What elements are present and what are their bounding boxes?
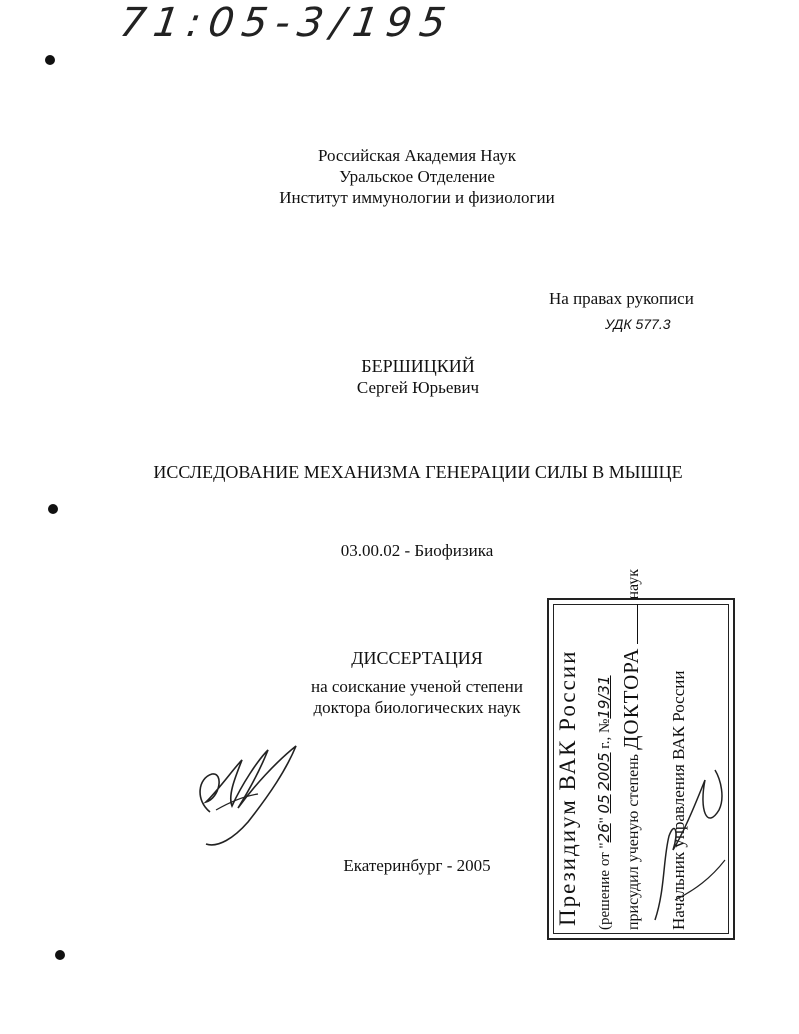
stamp-decision-month: 05 — [595, 794, 613, 814]
stamp-head-line: Начальник управления ВАК России — [669, 670, 688, 930]
institute-name: Институт иммунологии и физиологии — [279, 188, 555, 207]
vak-stamp — [547, 568, 735, 940]
udc-code: УДК 577.3 — [605, 316, 671, 332]
specialty-code: 03.00.02 - Биофизика — [340, 541, 494, 560]
manuscript-rights: На правах рукописи — [549, 289, 694, 308]
branch-name: Уральское Отделение — [339, 167, 495, 186]
punch-mark-top — [45, 55, 55, 65]
punch-mark-middle — [48, 504, 58, 514]
author-block — [300, 356, 536, 398]
stamp-decision-day: 26 — [595, 823, 613, 843]
author-name: Сергей Юрьевич — [356, 378, 480, 397]
degree-line-2: доктора биологических наук — [313, 698, 521, 717]
handwritten-catalog-number: 71:05-3/195 — [116, 0, 457, 46]
stamp-degree: ДОКТОРА — [619, 647, 643, 750]
degree-line-1: на соискание ученой степени — [310, 677, 524, 696]
dissertation-heading: ДИССЕРТАЦИЯ — [351, 648, 483, 668]
author-signature — [190, 740, 310, 850]
academy-name: Российская Академия Наук — [317, 146, 517, 165]
stamp-science-suffix: наук — [625, 568, 642, 600]
stamp-signature — [645, 740, 735, 930]
institution-header — [200, 145, 634, 208]
stamp-decision-line: (решение от "26" 05 2005 г., №19/31 — [595, 675, 613, 930]
punch-mark-bottom — [55, 950, 65, 960]
thesis-title: ИССЛЕДОВАНИЕ МЕХАНИЗМА ГЕНЕРАЦИИ СИЛЫ В МЫШЦЕ — [153, 462, 683, 482]
author-surname: БЕРШИЦКИЙ — [361, 356, 475, 376]
stamp-awarded-line: присудил ученую степень ДОКТОРА наук — [619, 568, 643, 930]
place-and-year: Екатеринбург - 2005 — [343, 856, 491, 875]
stamp-title: Президиум ВАК России — [555, 649, 580, 926]
stamp-decision-year: 2005 — [595, 752, 613, 791]
stamp-decision-number: 19/31 — [595, 675, 613, 719]
dissertation-block — [270, 648, 564, 718]
